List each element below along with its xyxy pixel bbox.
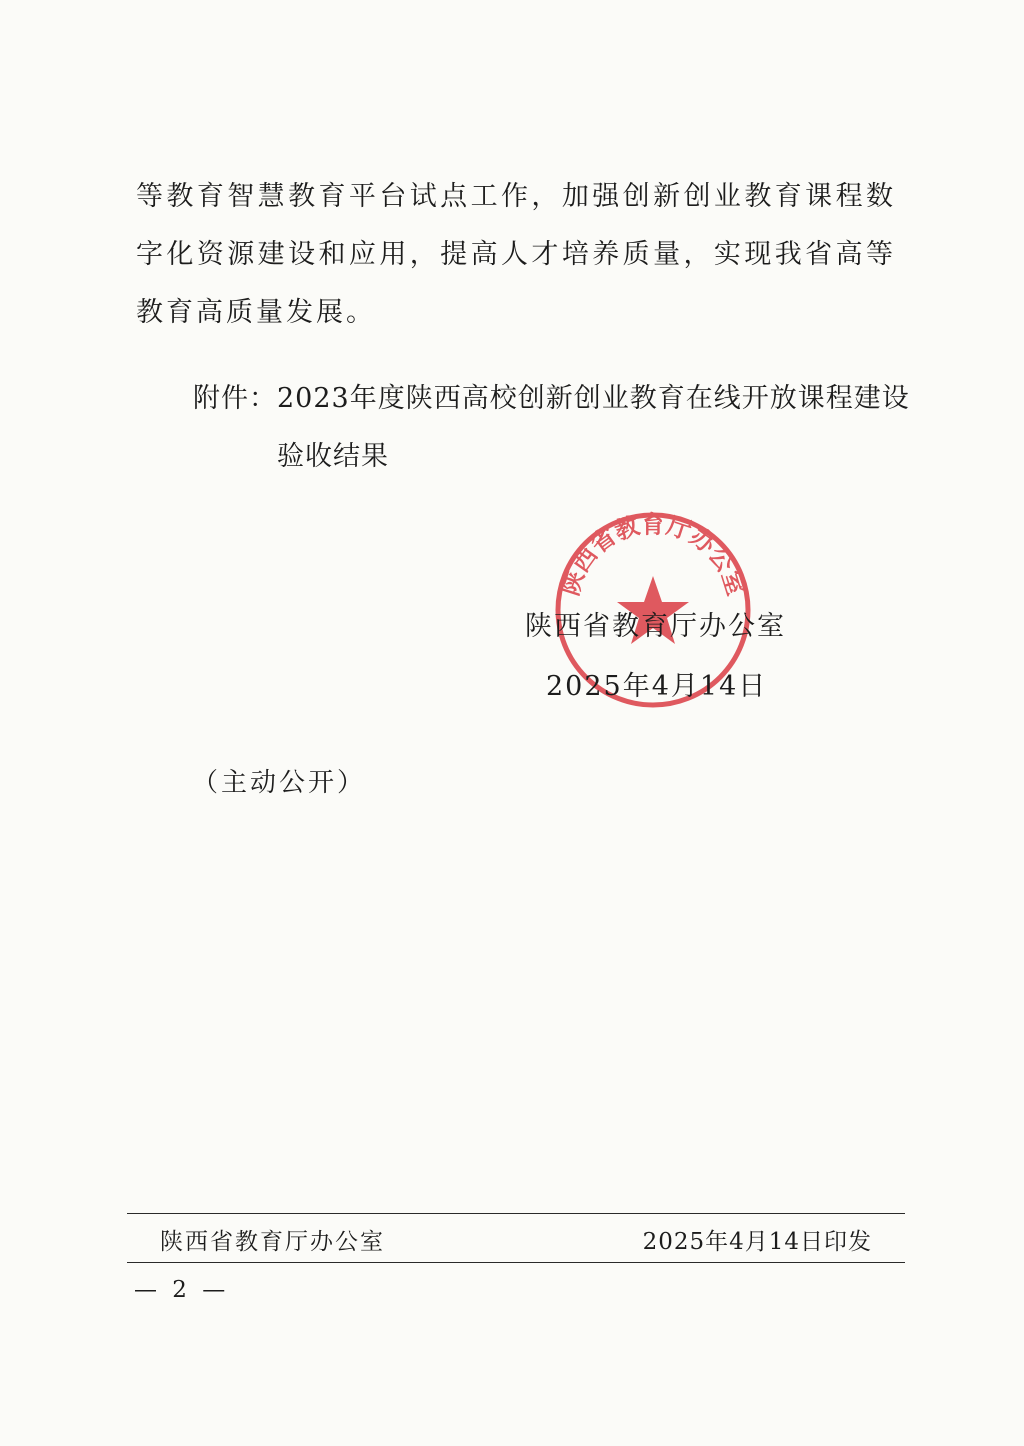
page-number: — 2 —	[134, 1277, 230, 1303]
footer-top-rule	[127, 1213, 905, 1214]
signature-org: 陕西省教育厅办公室	[525, 611, 786, 642]
footer-bottom-rule	[127, 1262, 905, 1263]
attachment-label: 附件：	[193, 383, 277, 414]
signature-date: 2025年4月14日	[546, 671, 768, 702]
attachment-line-1	[193, 370, 910, 428]
seal-text: 陕西省教育厅办公室	[555, 510, 751, 599]
footer-issue-date: 2025年4月14日印发	[642, 1229, 872, 1255]
footer-issuer: 陕西省教育厅办公室	[160, 1229, 385, 1255]
attachment-title: 2023年度陕西高校创新创业教育在线开放课程建设	[277, 383, 910, 414]
body-paragraph: 等教育智慧教育平台试点工作，加强创新创业教育课程数字化资源建设和应用，提高人才培养质量，实现我省高等教育高质量发展。	[136, 181, 896, 328]
attachment-line-2: 验收结果	[277, 441, 389, 472]
attachment-note	[193, 370, 910, 486]
disclosure-note: （主动公开）	[192, 768, 367, 798]
